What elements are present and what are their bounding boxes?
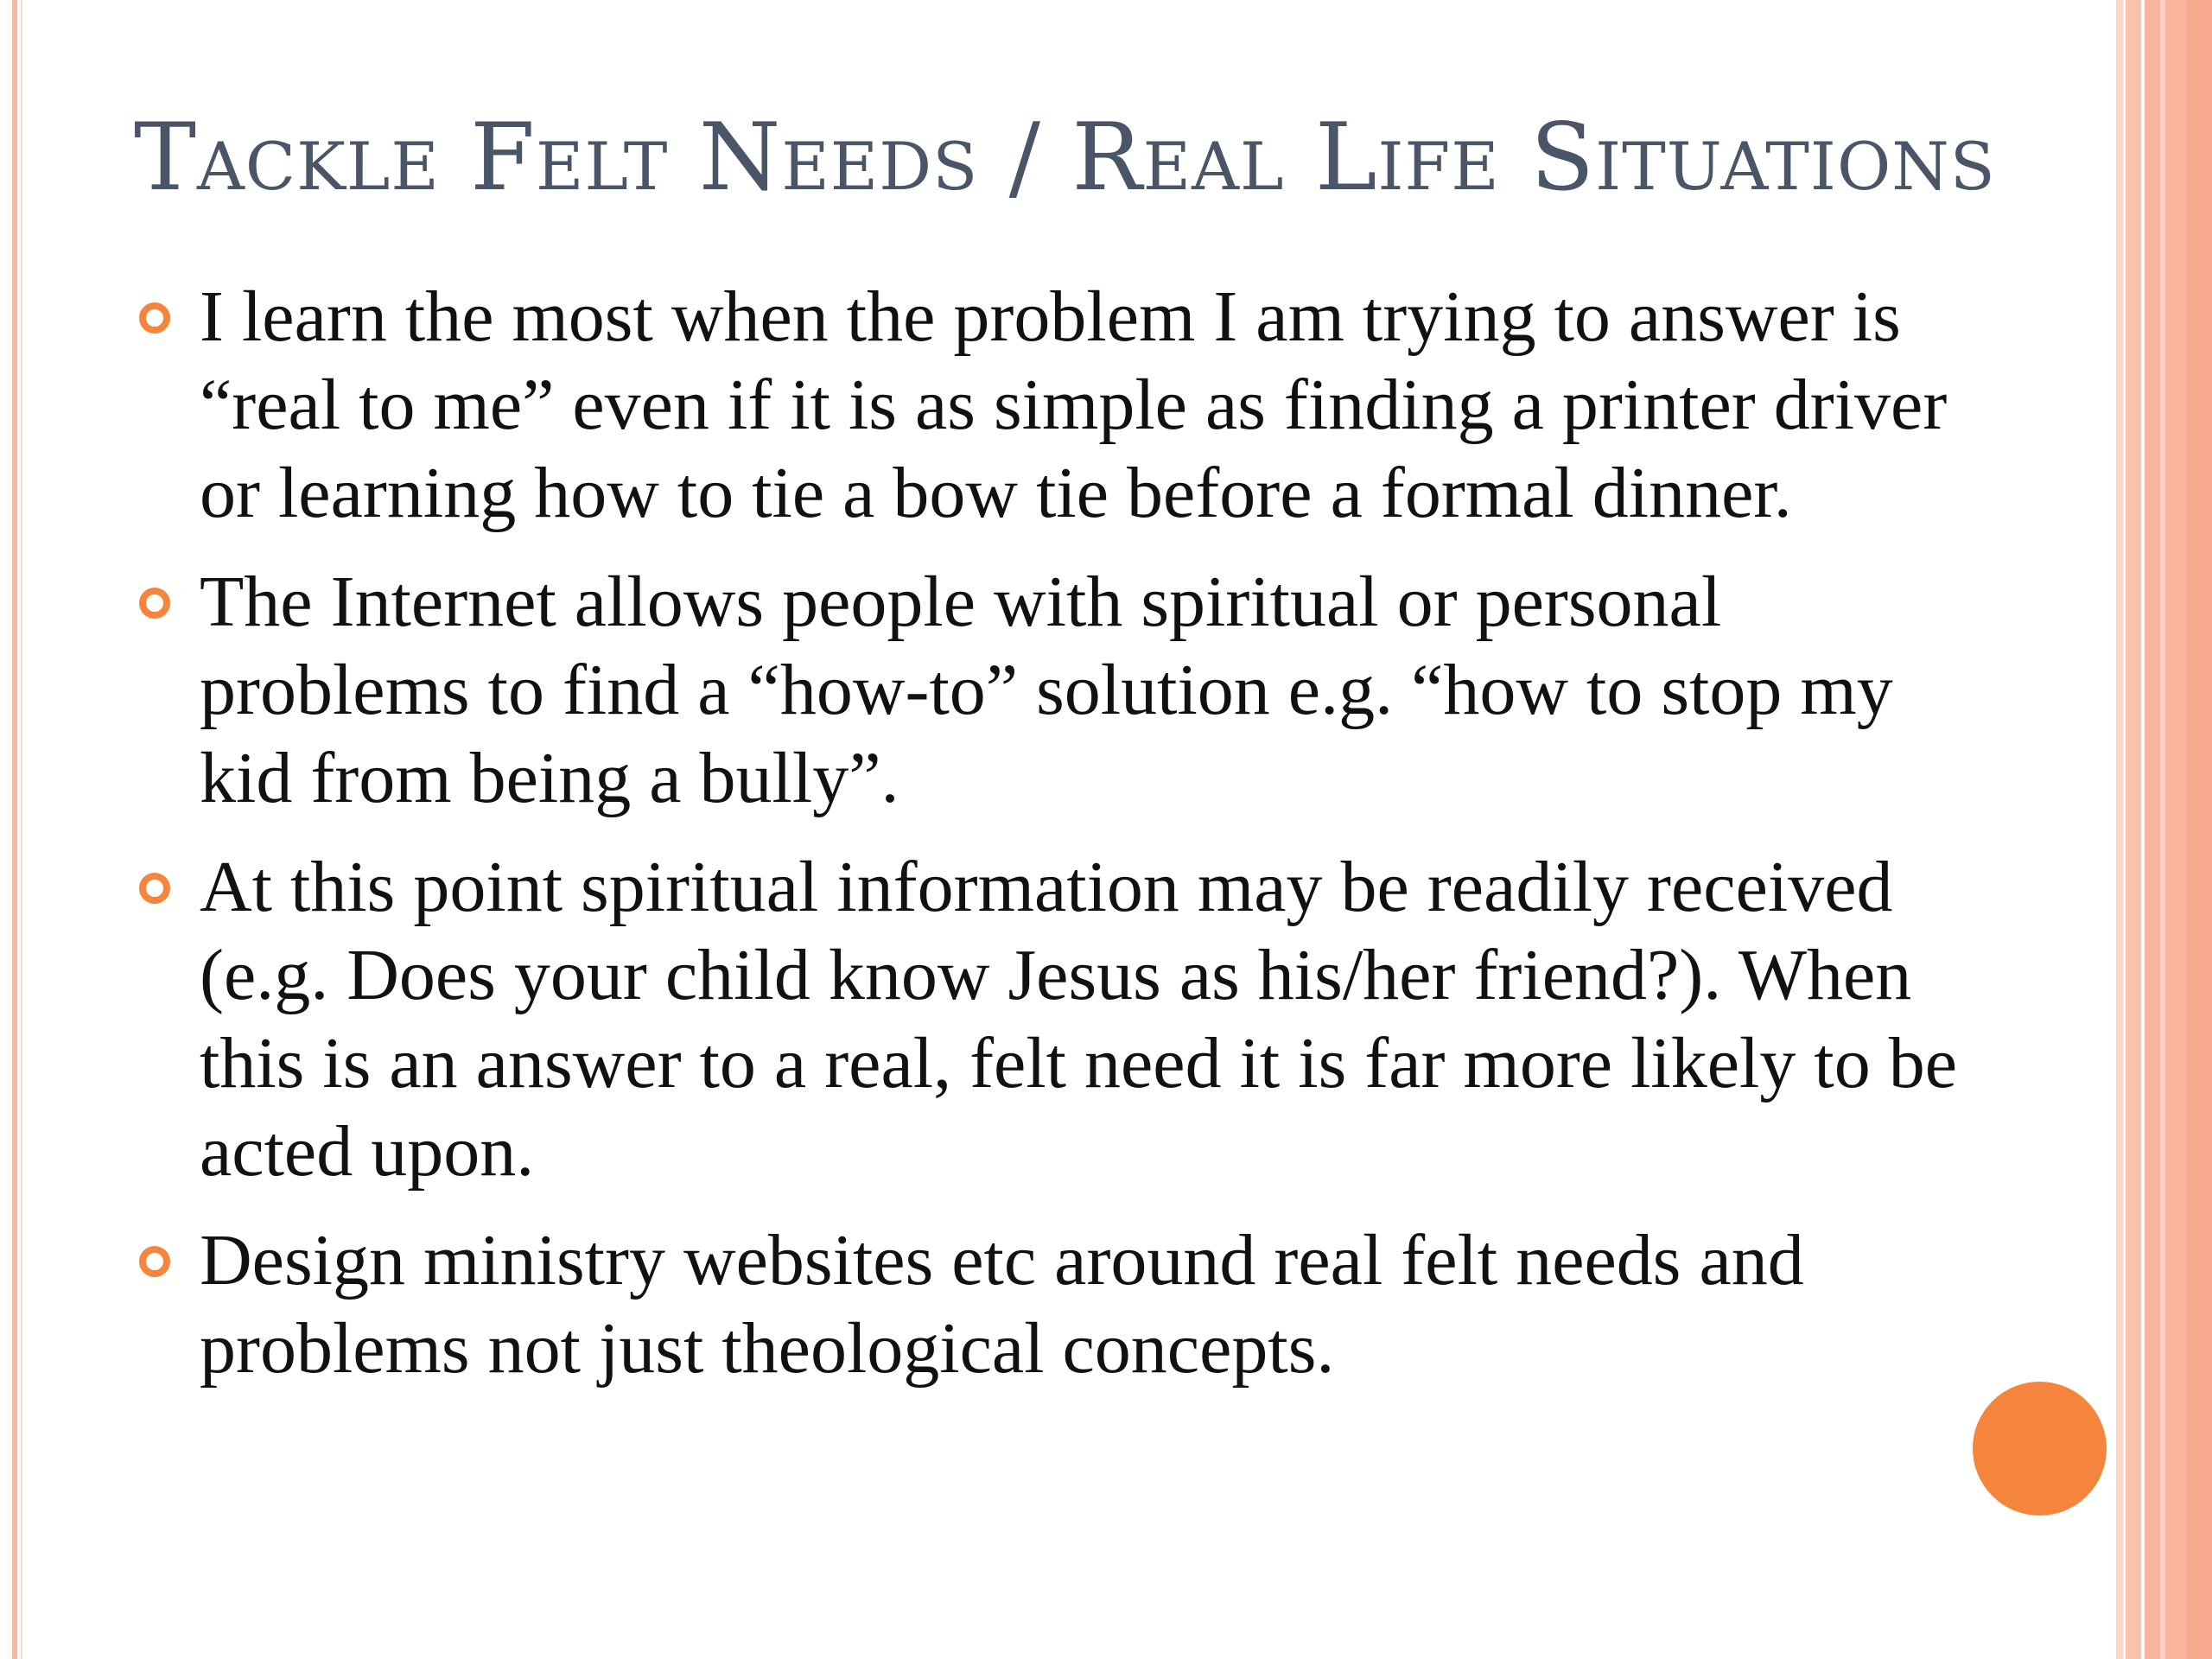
right-stripe <box>2160 0 2165 1659</box>
bullet-item <box>134 1217 1966 1393</box>
right-stripe <box>2116 0 2123 1659</box>
bullet-item <box>134 273 1966 537</box>
bullet-text: The Internet allows people with spiritual or personal problems to find a “how-to” solution e.g. “how to stop my kid from being a bully”. <box>200 562 1893 818</box>
bullet-item <box>134 558 1966 823</box>
bullet-list <box>134 273 1966 1414</box>
orange-circle-icon <box>1973 1382 2107 1516</box>
hollow-circle-bullet-icon <box>139 588 170 619</box>
bullet-text: Design ministry websites etc around real felt needs and problems not just theological concepts. <box>200 1220 1804 1389</box>
bullet-text: At this point spiritual information may be readily received (e.g. Does your child know Jesus as his/her friend?). When this is an answer to a real, felt need it is far more likely to be acted upon. <box>200 847 1958 1192</box>
right-stripe <box>2126 0 2141 1659</box>
bullet-text: I learn the most when the problem I am trying to answer is “real to me” even if it is as simple as finding a printer driver or learning how to tie a bow tie before a formal dinner. <box>200 276 1948 533</box>
slide-title: Tackle Felt Needs / Real Life Situations <box>134 104 1996 212</box>
hollow-circle-bullet-icon <box>139 1246 170 1277</box>
left-border-line <box>12 0 17 1659</box>
hollow-circle-bullet-icon <box>139 873 170 904</box>
bullet-item <box>134 843 1966 1196</box>
left-border-line-inner <box>21 0 22 1659</box>
hollow-circle-bullet-icon <box>139 302 170 334</box>
right-stripe <box>2186 0 2212 1659</box>
